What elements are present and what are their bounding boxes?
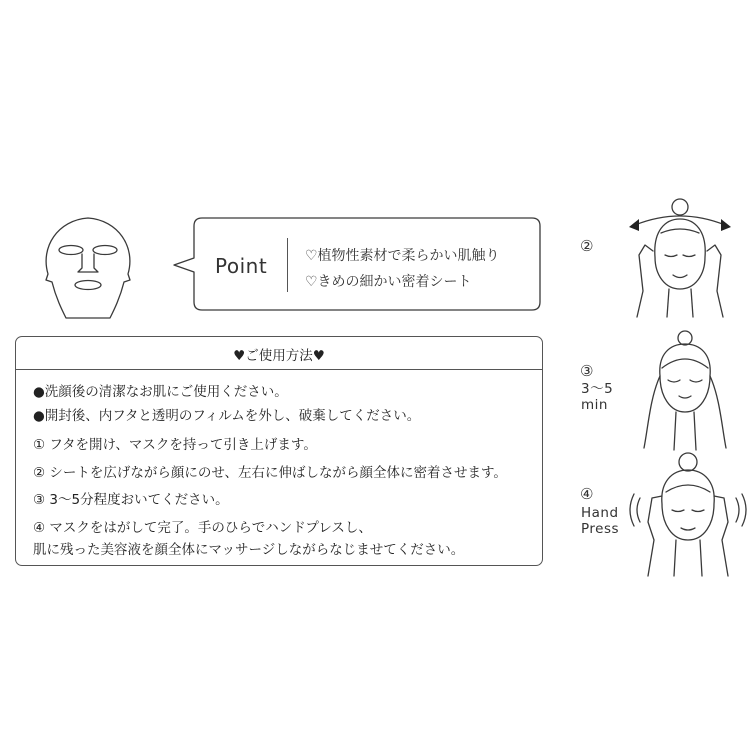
side-step-3-note: 3～5 min bbox=[581, 381, 614, 413]
side-step-3-number: ③ bbox=[580, 362, 594, 380]
side-step-2-number: ② bbox=[580, 237, 594, 255]
usage-step-2: ② シートを広げながら顔にのせ、左右に伸ばしながら顔全体に密着させます。 bbox=[33, 465, 507, 481]
usage-step-4: ④ マスクをはがして完了。手のひらでハンドプレスし、 bbox=[33, 520, 372, 536]
usage-note-clean-skin: ●洗顔後の清潔なお肌にご使用ください。 bbox=[33, 384, 288, 400]
face-mask-sheet-icon bbox=[38, 212, 138, 322]
usage-title: ♥ご使用方法♥ bbox=[233, 348, 325, 364]
usage-note-remove-film: ●開封後、内フタと透明のフィルムを外し、破棄してください。 bbox=[33, 408, 421, 424]
side-step-4-number: ④ bbox=[580, 485, 594, 503]
point-item-fine-sheet: ♡きめの細かい密着シート bbox=[305, 274, 472, 290]
point-divider bbox=[287, 238, 288, 292]
usage-step-3: ③ 3～5分程度おいてください。 bbox=[33, 492, 229, 508]
stretch-mask-illustration bbox=[625, 195, 735, 320]
point-title: Point bbox=[215, 254, 268, 278]
point-item-soft-texture: ♡植物性素材で柔らかい肌触り bbox=[305, 248, 500, 264]
wait-mask-illustration bbox=[640, 328, 730, 453]
usage-step-1: ① フタを開け、マスクを持って引き上げます。 bbox=[33, 437, 317, 453]
usage-step-4-continued: 肌に残った美容液を顔全体にマッサージしながらなじませてください。 bbox=[33, 542, 465, 558]
hand-press-illustration bbox=[628, 448, 748, 578]
side-step-4-note: Hand Press bbox=[581, 505, 620, 537]
